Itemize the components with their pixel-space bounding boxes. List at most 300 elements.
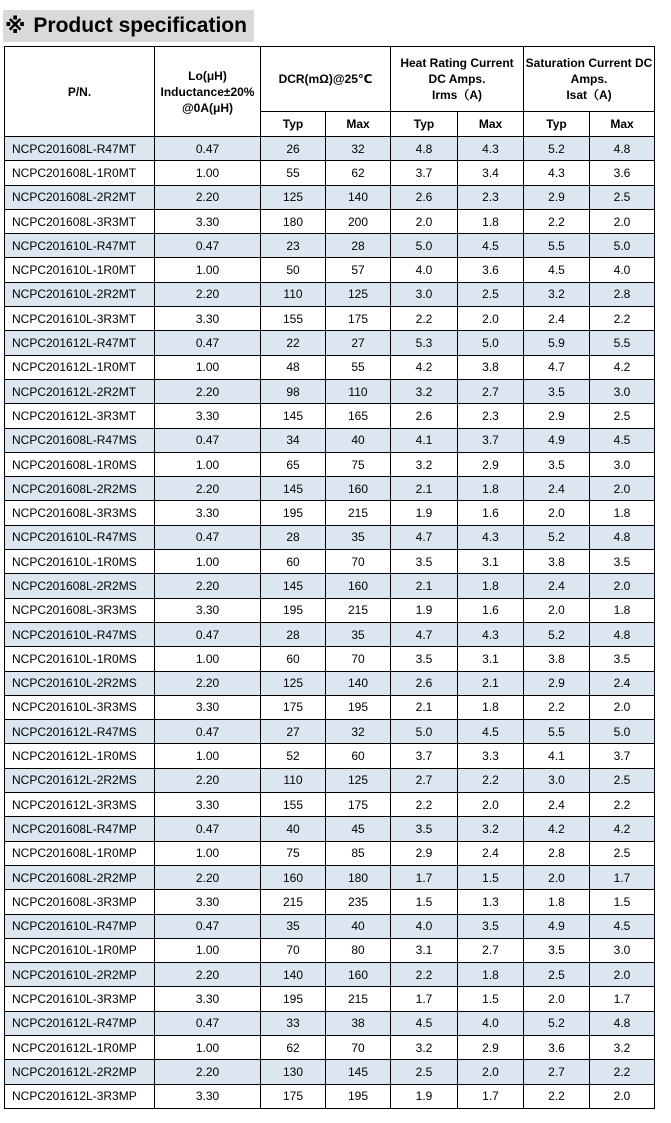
cell-inductance: 2.20: [155, 282, 261, 306]
cell-heat-typ: 3.2: [391, 452, 458, 476]
table-row: [5, 598, 655, 622]
header-inductance-line1: Lo(μH): [188, 68, 227, 83]
cell-sat-typ: 4.3: [524, 161, 590, 185]
cell-inductance: 3.30: [155, 695, 261, 719]
table-row: [5, 428, 655, 452]
cell-sat-max: 2.0: [590, 963, 655, 987]
cell-inductance: 2.20: [155, 477, 261, 501]
cell-sat-max: 4.5: [590, 914, 655, 938]
table-row: [5, 938, 655, 962]
table-row: [5, 793, 655, 817]
table-row: [5, 185, 655, 209]
header-dcr-max: Max: [326, 112, 391, 137]
table-row: [5, 890, 655, 914]
cell-dcr-typ: 195: [261, 598, 326, 622]
cell-dcr-max: 160: [326, 574, 391, 598]
cell-dcr-max: 80: [326, 938, 391, 962]
spec-table: [4, 46, 655, 1109]
cell-inductance: 2.20: [155, 768, 261, 792]
cell-heat-typ: 4.1: [391, 428, 458, 452]
cell-heat-typ: 3.0: [391, 282, 458, 306]
cell-inductance: 0.47: [155, 720, 261, 744]
table-row: [5, 1011, 655, 1035]
cell-sat-max: 4.8: [590, 137, 655, 161]
cell-dcr-typ: 70: [261, 938, 326, 962]
cell-heat-max: 2.1: [458, 671, 524, 695]
table-row: [5, 379, 655, 403]
cell-pn: NCPC201610L-2R2MS: [5, 671, 155, 695]
header-dcr-typ: Typ: [261, 112, 326, 137]
cell-heat-typ: 2.1: [391, 574, 458, 598]
header-sat-max: Max: [590, 112, 655, 137]
cell-inductance: 1.00: [155, 161, 261, 185]
cell-dcr-typ: 215: [261, 890, 326, 914]
table-row: [5, 161, 655, 185]
cell-sat-typ: 1.8: [524, 890, 590, 914]
cell-dcr-typ: 195: [261, 987, 326, 1011]
cell-dcr-typ: 28: [261, 525, 326, 549]
cell-pn: NCPC201610L-3R3MS: [5, 695, 155, 719]
table-row: [5, 622, 655, 646]
table-row: [5, 841, 655, 865]
cell-heat-typ: 1.7: [391, 865, 458, 889]
table-row: [5, 234, 655, 258]
cell-heat-max: 3.5: [458, 914, 524, 938]
cell-sat-typ: 3.8: [524, 550, 590, 574]
cell-heat-max: 2.0: [458, 793, 524, 817]
table-row: [5, 914, 655, 938]
cell-sat-max: 3.6: [590, 161, 655, 185]
cell-sat-max: 4.8: [590, 1011, 655, 1035]
table-row: [5, 209, 655, 233]
header-saturation: [524, 47, 655, 112]
cell-dcr-typ: 55: [261, 161, 326, 185]
cell-dcr-max: 55: [326, 355, 391, 379]
cell-sat-typ: 5.2: [524, 1011, 590, 1035]
cell-heat-typ: 1.7: [391, 987, 458, 1011]
cell-heat-max: 1.8: [458, 574, 524, 598]
cell-pn: NCPC201610L-3R3MT: [5, 307, 155, 331]
cell-sat-typ: 3.8: [524, 647, 590, 671]
cell-dcr-typ: 23: [261, 234, 326, 258]
cell-heat-typ: 5.0: [391, 234, 458, 258]
cell-dcr-typ: 40: [261, 817, 326, 841]
cell-sat-typ: 3.5: [524, 379, 590, 403]
table-row: [5, 1035, 655, 1059]
cell-heat-max: 4.0: [458, 1011, 524, 1035]
cell-dcr-typ: 60: [261, 647, 326, 671]
table-row: [5, 525, 655, 549]
cell-sat-max: 3.2: [590, 1035, 655, 1059]
cell-sat-typ: 5.2: [524, 525, 590, 549]
cell-sat-typ: 2.5: [524, 963, 590, 987]
cell-sat-max: 4.2: [590, 355, 655, 379]
cell-heat-typ: 3.2: [391, 379, 458, 403]
cell-heat-typ: 5.3: [391, 331, 458, 355]
cell-pn: NCPC201608L-2R2MS: [5, 477, 155, 501]
cell-sat-typ: 3.2: [524, 282, 590, 306]
cell-heat-max: 3.2: [458, 817, 524, 841]
cell-dcr-typ: 125: [261, 671, 326, 695]
table-row: [5, 695, 655, 719]
cell-dcr-typ: 34: [261, 428, 326, 452]
cell-pn: NCPC201612L-R47MP: [5, 1011, 155, 1035]
header-heat-line1: Heat Rating Current: [400, 56, 514, 70]
table-row: [5, 477, 655, 501]
cell-heat-typ: 1.9: [391, 501, 458, 525]
cell-sat-typ: 5.2: [524, 137, 590, 161]
cell-sat-typ: 2.9: [524, 404, 590, 428]
cell-sat-typ: 4.9: [524, 428, 590, 452]
cell-heat-max: 4.3: [458, 525, 524, 549]
table-row: [5, 865, 655, 889]
cell-heat-typ: 4.0: [391, 258, 458, 282]
cell-heat-typ: 4.5: [391, 1011, 458, 1035]
cell-heat-max: 3.7: [458, 428, 524, 452]
cell-sat-max: 5.0: [590, 234, 655, 258]
header-heat-line3: Irms（A): [431, 88, 482, 102]
cell-inductance: 3.30: [155, 793, 261, 817]
cell-sat-typ: 2.8: [524, 841, 590, 865]
cell-sat-max: 3.0: [590, 379, 655, 403]
cell-inductance: 1.00: [155, 550, 261, 574]
cell-pn: NCPC201608L-2R2MT: [5, 185, 155, 209]
cell-sat-max: 4.5: [590, 428, 655, 452]
cell-dcr-typ: 26: [261, 137, 326, 161]
cell-dcr-max: 195: [326, 1084, 391, 1108]
cell-pn: NCPC201610L-3R3MP: [5, 987, 155, 1011]
cell-pn: NCPC201610L-R47MP: [5, 914, 155, 938]
cell-sat-max: 3.5: [590, 550, 655, 574]
cell-heat-max: 3.8: [458, 355, 524, 379]
cell-dcr-max: 75: [326, 452, 391, 476]
table-row: [5, 331, 655, 355]
cell-heat-max: 2.7: [458, 379, 524, 403]
table-row: [5, 574, 655, 598]
cell-sat-typ: 2.4: [524, 307, 590, 331]
cell-inductance: 1.00: [155, 452, 261, 476]
cell-heat-max: 1.8: [458, 477, 524, 501]
cell-pn: NCPC201610L-R47MT: [5, 234, 155, 258]
table-row: [5, 720, 655, 744]
table-row: [5, 258, 655, 282]
cell-heat-max: 1.8: [458, 963, 524, 987]
cell-pn: NCPC201612L-1R0MT: [5, 355, 155, 379]
cell-dcr-typ: 195: [261, 501, 326, 525]
cell-sat-typ: 4.2: [524, 817, 590, 841]
cell-heat-max: 2.5: [458, 282, 524, 306]
cell-dcr-typ: 125: [261, 185, 326, 209]
title-bar: [3, 10, 254, 42]
cell-dcr-typ: 48: [261, 355, 326, 379]
cell-sat-max: 5.5: [590, 331, 655, 355]
cell-pn: NCPC201612L-2R2MP: [5, 1060, 155, 1084]
cell-heat-typ: 2.2: [391, 793, 458, 817]
cell-dcr-max: 165: [326, 404, 391, 428]
cell-pn: NCPC201612L-3R3MS: [5, 793, 155, 817]
table-row: [5, 963, 655, 987]
cell-dcr-max: 195: [326, 695, 391, 719]
cell-inductance: 1.00: [155, 841, 261, 865]
table-row: [5, 817, 655, 841]
cell-heat-max: 1.5: [458, 865, 524, 889]
table-row: [5, 307, 655, 331]
cell-dcr-max: 57: [326, 258, 391, 282]
cell-heat-max: 2.9: [458, 1035, 524, 1059]
cell-dcr-max: 60: [326, 744, 391, 768]
cell-dcr-typ: 130: [261, 1060, 326, 1084]
header-pn: P/N.: [5, 47, 155, 137]
cell-dcr-max: 175: [326, 307, 391, 331]
page-title: Product specification: [33, 14, 247, 37]
cell-pn: NCPC201610L-2R2MP: [5, 963, 155, 987]
cell-sat-typ: 2.4: [524, 574, 590, 598]
cell-sat-max: 2.2: [590, 793, 655, 817]
cell-dcr-typ: 160: [261, 865, 326, 889]
cell-inductance: 2.20: [155, 671, 261, 695]
cell-sat-typ: 5.2: [524, 622, 590, 646]
cell-sat-max: 2.0: [590, 1084, 655, 1108]
table-row: [5, 647, 655, 671]
table-row: [5, 137, 655, 161]
cell-heat-typ: 3.5: [391, 550, 458, 574]
header-saturation-line1: Saturation Current DC: [525, 56, 653, 70]
cell-sat-max: 3.7: [590, 744, 655, 768]
table-row: [5, 671, 655, 695]
cell-dcr-typ: 175: [261, 695, 326, 719]
table-row: [5, 550, 655, 574]
cell-heat-typ: 3.5: [391, 817, 458, 841]
cell-pn: NCPC201608L-R47MP: [5, 817, 155, 841]
cell-dcr-typ: 155: [261, 307, 326, 331]
cell-sat-max: 4.8: [590, 622, 655, 646]
cell-inductance: 2.20: [155, 865, 261, 889]
cell-pn: NCPC201608L-1R0MS: [5, 452, 155, 476]
cell-heat-max: 1.7: [458, 1084, 524, 1108]
cell-inductance: 0.47: [155, 622, 261, 646]
cell-sat-typ: 2.0: [524, 987, 590, 1011]
cell-dcr-max: 35: [326, 525, 391, 549]
cell-heat-typ: 5.0: [391, 720, 458, 744]
cell-dcr-typ: 110: [261, 768, 326, 792]
cell-dcr-typ: 75: [261, 841, 326, 865]
table-row: [5, 282, 655, 306]
cell-sat-max: 3.0: [590, 938, 655, 962]
cell-sat-max: 2.0: [590, 695, 655, 719]
cell-inductance: 0.47: [155, 137, 261, 161]
cell-heat-typ: 2.7: [391, 768, 458, 792]
cell-pn: NCPC201608L-3R3MT: [5, 209, 155, 233]
cell-dcr-max: 160: [326, 963, 391, 987]
cell-heat-typ: 2.6: [391, 671, 458, 695]
cell-dcr-max: 70: [326, 647, 391, 671]
cell-dcr-typ: 180: [261, 209, 326, 233]
cell-inductance: 2.20: [155, 574, 261, 598]
cell-pn: NCPC201608L-R47MT: [5, 137, 155, 161]
cell-heat-max: 2.9: [458, 452, 524, 476]
table-row: [5, 1060, 655, 1084]
cell-dcr-max: 140: [326, 185, 391, 209]
cell-heat-typ: 2.9: [391, 841, 458, 865]
cell-inductance: 1.00: [155, 744, 261, 768]
cell-inductance: 2.20: [155, 963, 261, 987]
cell-sat-max: 2.5: [590, 841, 655, 865]
header-heat-typ: Typ: [391, 112, 458, 137]
cell-sat-max: 5.0: [590, 720, 655, 744]
cell-inductance: 0.47: [155, 914, 261, 938]
header-sat-typ: Typ: [524, 112, 590, 137]
table-row: [5, 355, 655, 379]
cell-dcr-max: 27: [326, 331, 391, 355]
cell-inductance: 3.30: [155, 307, 261, 331]
cell-sat-max: 1.5: [590, 890, 655, 914]
cell-heat-max: 1.8: [458, 695, 524, 719]
cell-pn: NCPC201612L-2R2MT: [5, 379, 155, 403]
cell-heat-typ: 4.8: [391, 137, 458, 161]
cell-heat-typ: 2.5: [391, 1060, 458, 1084]
cell-pn: NCPC201608L-3R3MP: [5, 890, 155, 914]
table-row: [5, 768, 655, 792]
cell-heat-max: 1.8: [458, 209, 524, 233]
cell-sat-max: 1.7: [590, 865, 655, 889]
cell-heat-max: 1.6: [458, 501, 524, 525]
cell-pn: NCPC201610L-2R2MT: [5, 282, 155, 306]
cell-pn: NCPC201612L-3R3MT: [5, 404, 155, 428]
cell-inductance: 1.00: [155, 258, 261, 282]
table-row: [5, 1084, 655, 1108]
header-heat-line2: DC Amps.: [428, 72, 486, 86]
cell-dcr-max: 160: [326, 477, 391, 501]
cell-inductance: 0.47: [155, 331, 261, 355]
cell-sat-max: 2.0: [590, 477, 655, 501]
table-row: [5, 987, 655, 1011]
cell-pn: NCPC201610L-1R0MT: [5, 258, 155, 282]
cell-heat-typ: 2.1: [391, 477, 458, 501]
cell-heat-typ: 3.5: [391, 647, 458, 671]
cell-dcr-max: 28: [326, 234, 391, 258]
cell-dcr-max: 140: [326, 671, 391, 695]
cell-sat-typ: 2.2: [524, 209, 590, 233]
cell-dcr-typ: 145: [261, 574, 326, 598]
cell-dcr-max: 45: [326, 817, 391, 841]
cell-heat-max: 4.5: [458, 234, 524, 258]
cell-heat-max: 2.4: [458, 841, 524, 865]
cell-heat-max: 3.4: [458, 161, 524, 185]
table-row: [5, 452, 655, 476]
cell-sat-typ: 5.5: [524, 234, 590, 258]
cell-heat-max: 2.0: [458, 307, 524, 331]
cell-dcr-max: 235: [326, 890, 391, 914]
cell-heat-max: 2.7: [458, 938, 524, 962]
cell-inductance: 1.00: [155, 647, 261, 671]
cell-dcr-max: 215: [326, 598, 391, 622]
cell-sat-typ: 2.0: [524, 598, 590, 622]
cell-pn: NCPC201610L-R47MS: [5, 622, 155, 646]
cell-dcr-max: 125: [326, 768, 391, 792]
cell-sat-typ: 4.5: [524, 258, 590, 282]
cell-inductance: 0.47: [155, 428, 261, 452]
cell-sat-typ: 2.9: [524, 185, 590, 209]
reference-mark-icon: ※: [5, 14, 26, 38]
cell-sat-typ: 3.0: [524, 768, 590, 792]
cell-dcr-max: 32: [326, 137, 391, 161]
cell-dcr-typ: 140: [261, 963, 326, 987]
cell-inductance: 3.30: [155, 404, 261, 428]
cell-dcr-typ: 175: [261, 1084, 326, 1108]
cell-heat-max: 3.6: [458, 258, 524, 282]
cell-heat-typ: 3.2: [391, 1035, 458, 1059]
cell-dcr-typ: 145: [261, 477, 326, 501]
cell-dcr-max: 145: [326, 1060, 391, 1084]
cell-heat-typ: 1.9: [391, 1084, 458, 1108]
cell-dcr-typ: 28: [261, 622, 326, 646]
cell-dcr-max: 180: [326, 865, 391, 889]
cell-heat-max: 4.3: [458, 622, 524, 646]
cell-sat-max: 2.5: [590, 185, 655, 209]
cell-sat-max: 2.2: [590, 1060, 655, 1084]
cell-sat-max: 2.0: [590, 574, 655, 598]
cell-inductance: 2.20: [155, 185, 261, 209]
cell-sat-typ: 2.7: [524, 1060, 590, 1084]
cell-dcr-max: 85: [326, 841, 391, 865]
cell-dcr-max: 200: [326, 209, 391, 233]
cell-sat-max: 4.8: [590, 525, 655, 549]
cell-dcr-max: 35: [326, 622, 391, 646]
cell-inductance: 0.47: [155, 817, 261, 841]
cell-heat-typ: 4.0: [391, 914, 458, 938]
cell-dcr-typ: 98: [261, 379, 326, 403]
cell-dcr-typ: 33: [261, 1011, 326, 1035]
cell-dcr-max: 215: [326, 987, 391, 1011]
cell-heat-typ: 3.7: [391, 161, 458, 185]
cell-sat-typ: 2.9: [524, 671, 590, 695]
cell-dcr-max: 70: [326, 1035, 391, 1059]
cell-inductance: 3.30: [155, 890, 261, 914]
cell-pn: NCPC201608L-2R2MS: [5, 574, 155, 598]
cell-heat-max: 1.6: [458, 598, 524, 622]
cell-dcr-typ: 110: [261, 282, 326, 306]
cell-dcr-typ: 27: [261, 720, 326, 744]
cell-inductance: 1.00: [155, 938, 261, 962]
cell-sat-typ: 2.2: [524, 1084, 590, 1108]
header-heat-rating: [391, 47, 524, 112]
cell-dcr-max: 40: [326, 428, 391, 452]
cell-heat-max: 2.2: [458, 768, 524, 792]
cell-heat-typ: 2.2: [391, 963, 458, 987]
cell-sat-typ: 2.0: [524, 865, 590, 889]
cell-pn: NCPC201612L-2R2MS: [5, 768, 155, 792]
cell-heat-max: 3.1: [458, 647, 524, 671]
table-row: [5, 744, 655, 768]
cell-sat-max: 2.5: [590, 768, 655, 792]
cell-sat-max: 4.2: [590, 817, 655, 841]
cell-sat-max: 1.8: [590, 501, 655, 525]
cell-sat-max: 2.0: [590, 209, 655, 233]
cell-pn: NCPC201610L-1R0MS: [5, 550, 155, 574]
cell-inductance: 1.00: [155, 355, 261, 379]
cell-heat-typ: 3.1: [391, 938, 458, 962]
header-heat-max: Max: [458, 112, 524, 137]
cell-heat-typ: 1.9: [391, 598, 458, 622]
cell-sat-typ: 2.4: [524, 477, 590, 501]
cell-heat-typ: 4.7: [391, 525, 458, 549]
cell-sat-max: 2.4: [590, 671, 655, 695]
cell-dcr-max: 125: [326, 282, 391, 306]
cell-dcr-typ: 35: [261, 914, 326, 938]
cell-heat-max: 2.3: [458, 185, 524, 209]
cell-heat-typ: 2.2: [391, 307, 458, 331]
cell-dcr-max: 62: [326, 161, 391, 185]
